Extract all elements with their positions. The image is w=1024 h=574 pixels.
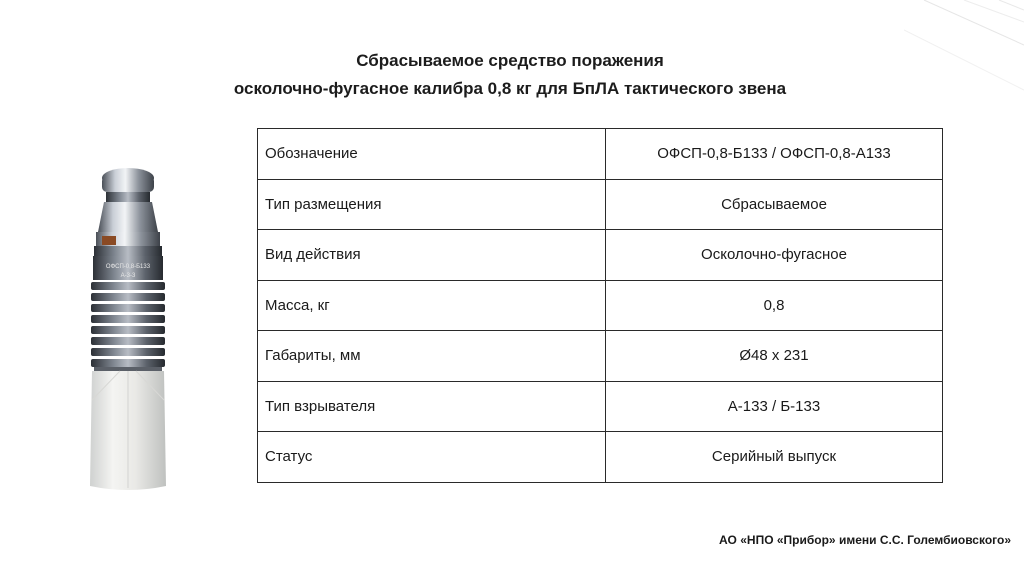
value-mass: 0,8 xyxy=(606,280,943,331)
value-action-type: Осколочно-фугасное xyxy=(606,230,943,281)
title-line-1: Сбрасываемое средство поражения xyxy=(356,51,664,70)
param-action-type: Вид действия xyxy=(258,230,606,281)
slide-title xyxy=(200,47,820,103)
param-mass: Масса, кг xyxy=(258,280,606,331)
param-dimensions: Габариты, мм xyxy=(258,331,606,382)
title-line-2: осколочно-фугасное калибра 0,8 кг для БпЛА тактического звена xyxy=(233,79,787,98)
corner-decoration xyxy=(904,0,1024,100)
param-status: Статус xyxy=(258,432,606,483)
table-row xyxy=(258,331,943,382)
table-row xyxy=(258,432,943,483)
value-placement-type: Сбрасываемое xyxy=(606,179,943,230)
table-row xyxy=(258,179,943,230)
value-designation: ОФСП-0,8-Б133 / ОФСП-0,8-А133 xyxy=(606,129,943,180)
value-dimensions: Ø48 х 231 xyxy=(606,331,943,382)
table-row xyxy=(258,381,943,432)
value-status: Серийный выпуск xyxy=(606,432,943,483)
specifications-table xyxy=(257,128,943,483)
munition-image xyxy=(76,160,176,500)
table-row xyxy=(258,280,943,331)
company-footer: АО «НПО «Прибор» имени С.С. Голембиовского» xyxy=(719,533,1011,547)
munition-marking-2: А-3-3 xyxy=(120,273,136,279)
value-fuze-type: А-133 / Б-133 xyxy=(606,381,943,432)
table-row xyxy=(258,129,943,180)
param-fuze-type: Тип взрывателя xyxy=(258,381,606,432)
munition-marking-1: ОФСП-0,8-Б133 xyxy=(105,264,151,270)
param-placement-type: Тип размещения xyxy=(258,179,606,230)
param-designation: Обозначение xyxy=(258,129,606,180)
table-row xyxy=(258,230,943,281)
